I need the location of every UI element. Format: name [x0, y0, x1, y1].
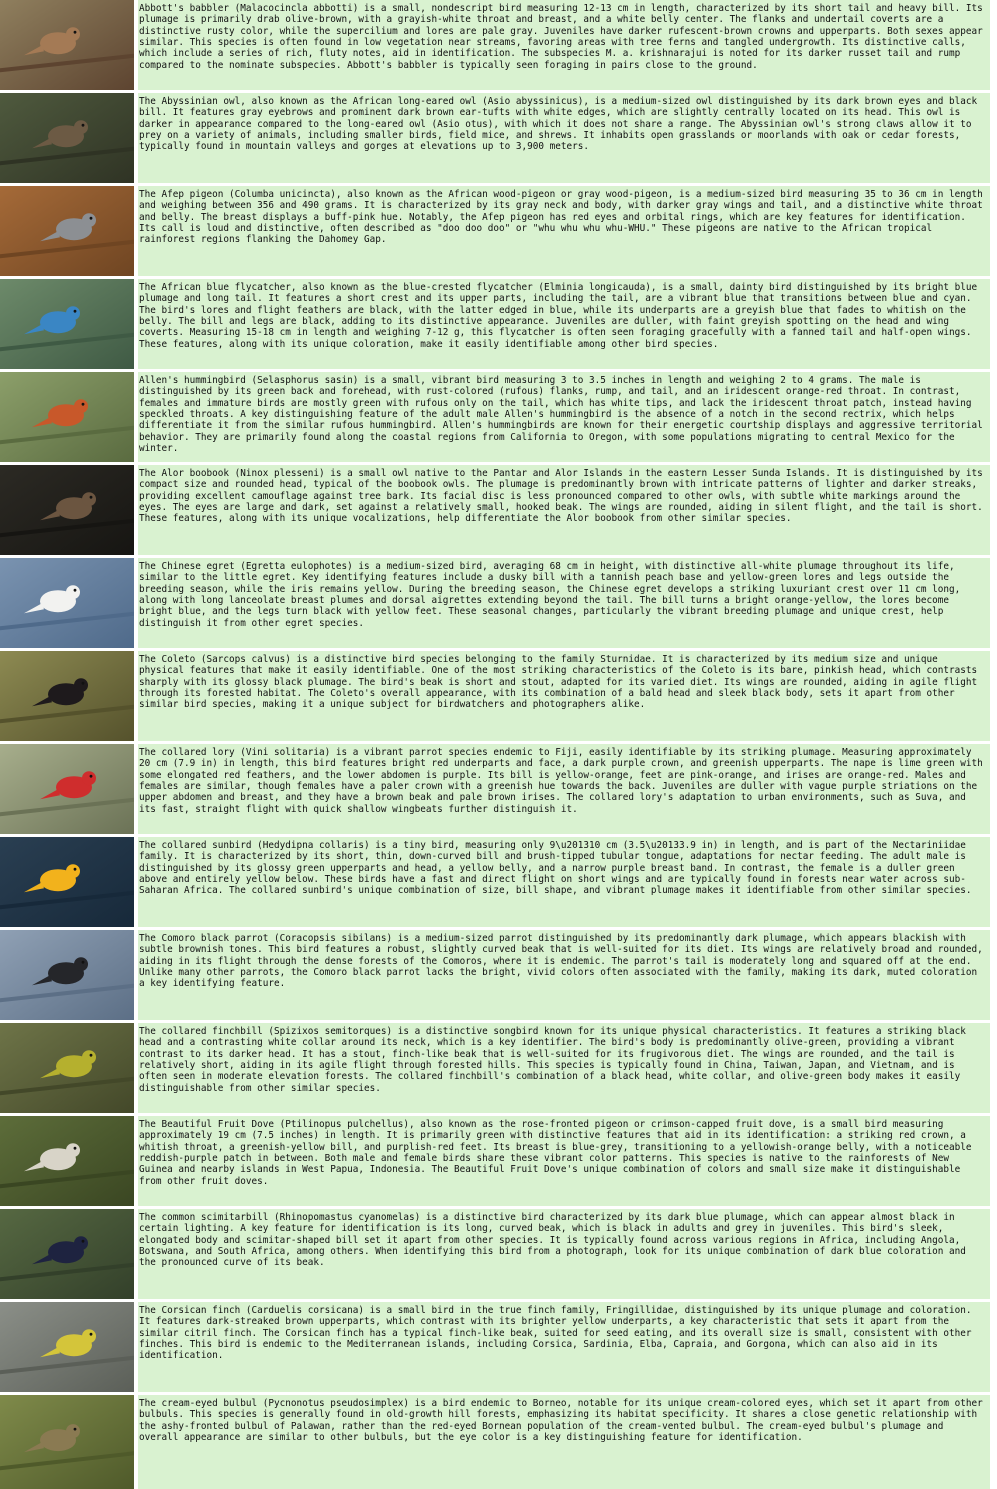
bird-description: The Afep pigeon (Columba unicincta), also known as the African wood-pigeon or gray wood-pigeon, is a medium-sized bird measuring 35 to 36 cm in length and weighing between 356 and 490 grams. It is characterized by its gray neck and body, with darker gray wings and tail, and a distinctive white throat and belly. The breast displays a buff-pink hue. Notably, the Afep pigeon has red eyes and orbital rings, which are key features for identification. Its call is loud and distinctive, often described as "doo doo doo" or "whu whu whu whu-WHU." These pigeons are native to the African tropical rainforest regions flanking the Dahomey Gap.	[138, 186, 990, 276]
bird-description: The Corsican finch (Carduelis corsicana) is a small bird in the true finch family, Fringillidae, distinguished by its unique plumage and coloration. It features dark-streaked brown upperparts, which contrast with its brighter yellow underparts, a key characteristic that sets it apart from the similar citril finch. The Corsican finch has a typical finch-like beak, suited for seed eating, and its overall size is small, consistent with other finches. This bird is endemic to the Mediterranean islands, including Corsica, Sardinia, Elba, Capraia, and Gorgona, which can also aid in its identification.	[138, 1302, 990, 1392]
bird-photo-common-scimitarbill	[0, 1209, 134, 1299]
bird-entry-african-blue-flycatcher	[0, 279, 990, 369]
bird-entry-comoro-black-parrot	[0, 930, 990, 1020]
bird-photo-afep-pigeon	[0, 186, 134, 276]
bird-photo-collared-finchbill	[0, 1023, 134, 1113]
bird-photo-allens-hummingbird	[0, 372, 134, 462]
bird-entry-afep-pigeon	[0, 186, 990, 276]
bird-photo-abyssinian-owl	[0, 93, 134, 183]
bird-description: The Abyssinian owl, also known as the African long-eared owl (Asio abyssinicus), is a medium-sized owl distinguished by its dark brown eyes and black bill. It features gray eyebrows and prominent dark brown ear-tufts with white edges, which are slightly centrally located on its head. This owl is darker in appearance compared to the long-eared owl (Asio otus), with which it does not share a range. The Abyssinian owl's strong claws allow it to prey on a variety of animals, including smaller birds, field mice, and shrews. It inhabits open grasslands or moorlands with oak or cedar forests, typically found in mountain valleys and gorges at elevations up to 3,900 meters.	[138, 93, 990, 183]
bird-photo-collared-lory	[0, 744, 134, 834]
bird-description: The African blue flycatcher, also known as the blue-crested flycatcher (Elminia longicauda), is a small, dainty bird distinguished by its bright blue plumage and long tail. It features a short crest and its upper parts, including the tail, are a vibrant blue that transitions between blue and cyan. The bird's lores and flight feathers are black, with the latter edged in blue, while its underparts are a greyish blue that fades to whitish on the belly. The bill and legs are black, adding to its distinctive appearance. Juveniles are duller, with faint greyish spotting on the head and wing coverts. Measuring 15-18 cm in length and weighing 7-12 g, this flycatcher is often seen foraging gracefully with a fanned tail and half-open wings. These features, along with its unique coloration, make it easily identifiable among other bird species.	[138, 279, 990, 369]
bird-entry-coleto	[0, 651, 990, 741]
bird-photo-beautiful-fruit-dove	[0, 1116, 134, 1206]
bird-entry-abbotts-babbler	[0, 0, 990, 90]
bird-description: The Alor boobook (Ninox plesseni) is a small owl native to the Pantar and Alor Islands in the eastern Lesser Sunda Islands. It is distinguished by its compact size and rounded head, typical of the boobook owls. The plumage is predominantly brown with intricate patterns of lighter and darker streaks, providing excellent camouflage against tree bark. Its facial disc is less pronounced compared to other owls, with subtle white markings around the eyes. The eyes are large and dark, set against a relatively small, hooked beak. The wings are rounded, aiding in silent flight, and the tail is short. These features, along with its unique vocalizations, help differentiate the Alor boobook from other similar species.	[138, 465, 990, 555]
bird-entry-common-scimitarbill	[0, 1209, 990, 1299]
bird-entry-collared-sunbird	[0, 837, 990, 927]
bird-photo-coleto	[0, 651, 134, 741]
bird-photo-cream-eyed-bulbul	[0, 1395, 134, 1489]
bird-description: The Coleto (Sarcops calvus) is a distinctive bird species belonging to the family Sturnidae. It is characterized by its medium size and unique physical features that make it easily identifiable. One of the most striking characteristics of the Coleto is its bare, pinkish head, which contrasts sharply with its glossy black plumage. The bird's beak is short and stout, adapted for its varied diet. Its wings are rounded, aiding in agile flight through its forested habitat. The Coleto's overall appearance, with its combination of a bald head and sleek black body, sets it apart from other similar bird species, making it a unique subject for birdwatchers and photographers alike.	[138, 651, 990, 741]
bird-entry-abyssinian-owl	[0, 93, 990, 183]
bird-photo-african-blue-flycatcher	[0, 279, 134, 369]
bird-description: The collared lory (Vini solitaria) is a vibrant parrot species endemic to Fiji, easily identifiable by its striking plumage. Measuring approximately 20 cm (7.9 in) in length, this bird features bright red underparts and face, a dark purple crown, and greenish upperparts. The nape is lime green with some elongated red feathers, and the lower abdomen is purple. Its bill is yellow-orange, feet are pink-orange, and irises are orange-red. Males and females are similar, though females have a paler crown with a greenish hue towards the back. Juveniles are duller with vague purple striations on the upper abdomen and breast, and they have a brown beak and pale brown irises. The collared lory's adaptation to urban environments, such as Suva, and its fast, straight flight with quick shallow wingbeats further distinguish it.	[138, 744, 990, 834]
bird-entry-corsican-finch	[0, 1302, 990, 1392]
bird-entry-alor-boobook	[0, 465, 990, 555]
bird-photo-chinese-egret	[0, 558, 134, 648]
bird-photo-comoro-black-parrot	[0, 930, 134, 1020]
bird-photo-collared-sunbird	[0, 837, 134, 927]
bird-entry-cream-eyed-bulbul	[0, 1395, 990, 1489]
bird-entry-chinese-egret	[0, 558, 990, 648]
bird-description: The cream-eyed bulbul (Pycnonotus pseudosimplex) is a bird endemic to Borneo, notable for its unique cream-colored eyes, which set it apart from other bulbuls. This species is generally found in old-growth hill forests, emphasizing its habitat specificity. It shares a close genetic relationship with the ashy-fronted bulbul of Palawan, rather than the red-eyed Bornean population of the cream-vented bulbul. The cream-eyed bulbul's plumage and overall appearance are similar to other bulbuls, but the eye color is a key distinguishing feature for identification.	[138, 1395, 990, 1489]
bird-photo-corsican-finch	[0, 1302, 134, 1392]
bird-entry-beautiful-fruit-dove	[0, 1116, 990, 1206]
bird-description: Allen's hummingbird (Selasphorus sasin) is a small, vibrant bird measuring 3 to 3.5 inches in length and weighing 2 to 4 grams. The male is distinguished by its green back and forehead, with rust-colored (rufous) flanks, rump, and tail, and an iridescent orange-red throat. In contrast, females and immature birds are mostly green with rufous only on the tail, which has white tips, and lack the iridescent throat patch, instead having speckled throats. A key distinguishing feature of the adult male Allen's hummingbird is the absence of a notch in the second rectrix, which helps differentiate it from the similar rufous hummingbird. Allen's hummingbirds are known for their energetic courtship displays and aggressive territorial behavior. They are primarily found along the coastal regions from California to Oregon, with some populations migrating to central Mexico for the winter.	[138, 372, 990, 462]
bird-entry-collared-finchbill	[0, 1023, 990, 1113]
bird-description: The Beautiful Fruit Dove (Ptilinopus pulchellus), also known as the rose-fronted pigeon or crimson-capped fruit dove, is a small bird measuring approximately 19 cm (7.5 inches) in length. It is primarily green with distinctive features that aid in its identification: a striking red crown, a whitish throat, a greenish-yellow bill, and purplish-red feet. Its breast is blue-grey, transitioning to a yellowish-orange belly, with a noticeable reddish-purple patch in between. Both male and female birds share these vibrant color patterns. This species is native to the rainforests of New Guinea and nearby islands in West Papua, Indonesia. The Beautiful Fruit Dove's unique combination of colors and small size make it distinguishable from other fruit doves.	[138, 1116, 990, 1206]
bird-entry-collared-lory	[0, 744, 990, 834]
bird-description: The collared finchbill (Spizixos semitorques) is a distinctive songbird known for its unique physical characteristics. It features a striking black head and a contrasting white collar around its neck, which is a key identifier. The bird's body is predominantly olive-green, providing a vibrant contrast to its darker head. It has a stout, finch-like beak that is well-suited for its frugivorous diet. The wings are rounded, and the tail is relatively short, aiding in its agile flight through forested hills. This species is typically found in China, Taiwan, Japan, and Vietnam, and is often seen in moderate elevation forests. The collared finchbill's combination of a black head, white collar, and olive-green body makes it easily distinguishable from other similar species.	[138, 1023, 990, 1113]
bird-photo-abbotts-babbler	[0, 0, 134, 90]
bird-description: The collared sunbird (Hedydipna collaris) is a tiny bird, measuring only 9\u201310 cm (3.5\u20133.9 in) in length, and is part of the Nectariniidae family. It is characterized by its short, thin, down-curved bill and brush-tipped tubular tongue, adaptations for nectar feeding. The adult male is distinguished by its glossy green upperparts and head, a yellow belly, and a narrow purple breast band. In contrast, the female is a duller green above and entirely yellow below. These birds have a fast and direct flight on short wings and are typically found in forests near water across sub-Saharan Africa. The collared sunbird's unique combination of size, bill shape, and vibrant plumage makes it identifiable from other similar species.	[138, 837, 990, 927]
bird-entry-allens-hummingbird	[0, 372, 990, 462]
bird-photo-alor-boobook	[0, 465, 134, 555]
bird-description: The common scimitarbill (Rhinopomastus cyanomelas) is a distinctive bird characterized by its dark blue plumage, which can appear almost black in certain lighting. A key feature for identification is its long, curved beak, which is black in adults and grey in juveniles. This bird's sleek, elongated body and scimitar-shaped bill set it apart from other species. It is typically found across various regions in Africa, including Angola, Botswana, and South Africa, among others. When identifying this bird from a photograph, look for its unique combination of dark blue coloration and the pronounced curve of its beak.	[138, 1209, 990, 1299]
bird-description: Abbott's babbler (Malacocincla abbotti) is a small, nondescript bird measuring 12-13 cm in length, characterized by its short tail and heavy bill. Its plumage is primarily drab olive-brown, with a grayish-white throat and breast, and a white belly center. The flanks and undertail coverts are a distinctive rusty color, while the supercilium and lores are pale gray. Juveniles have darker rufescent-brown crowns and upperparts. Both sexes appear similar. This species is often found in low vegetation near streams, favoring areas with tree ferns and tangled undergrowth. Its distinctive calls, which include a series of rich, fluty notes, aid in identification. The subspecies M. a. krishnarajui is noted for its darker russet tail and rump compared to the nominate subspecies. Abbott's babbler is typically seen foraging in pairs close to the ground.	[138, 0, 990, 90]
bird-description: The Comoro black parrot (Coracopsis sibilans) is a medium-sized parrot distinguished by its predominantly dark plumage, which appears blackish with subtle brownish tones. This bird features a robust, slightly curved beak that is well-suited for its diet. Its wings are relatively broad and rounded, aiding in its flight through the dense forests of the Comoros, where it is endemic. The parrot's tail is moderately long and squared off at the end. Unlike many other parrots, the Comoro black parrot lacks the bright, vivid colors often associated with the family, making its dark, muted coloration a key identifying feature.	[138, 930, 990, 1020]
bird-description: The Chinese egret (Egretta eulophotes) is a medium-sized bird, averaging 68 cm in height, with distinctive all-white plumage throughout its life, similar to the little egret. Key identifying features include a dusky bill with a tannish peach base and yellow-green lores and legs outside the breeding season, while the iris remains yellow. During the breeding season, the Chinese egret develops a striking luxuriant crest over 11 cm long, along with long lanceolate breast plumes and dorsal aigrettes extending beyond the tail. The bill turns a bright orange-yellow, the lores become bright blue, and the legs turn black with yellow feet. These seasonal changes, particularly the vibrant breeding plumage and unique crest, help distinguish it from other egret species.	[138, 558, 990, 648]
